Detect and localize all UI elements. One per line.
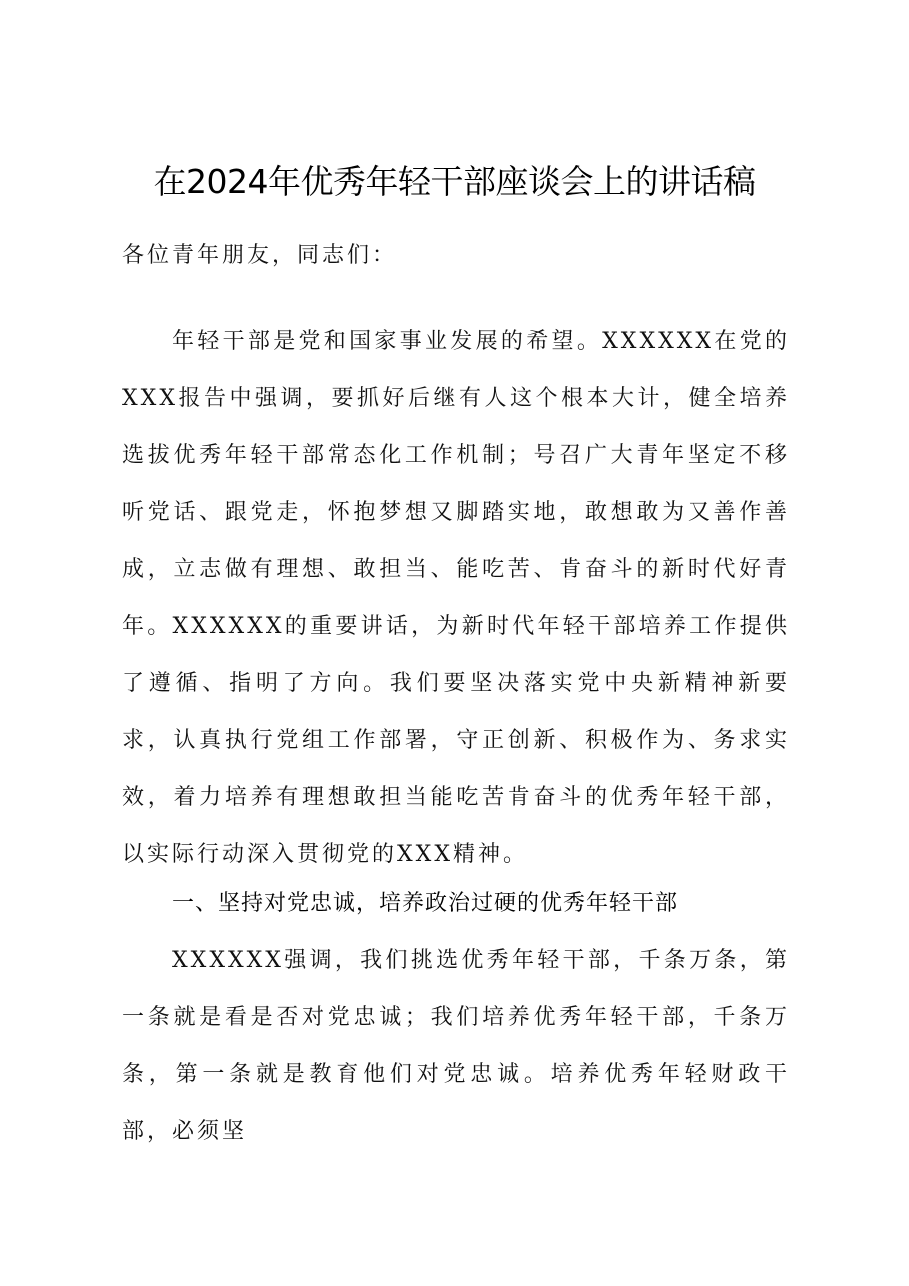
section-heading-1: 一、坚持对党忠诚，培养政治过硬的优秀年轻干部 <box>172 891 679 916</box>
paragraph-intro: 年轻干部是党和国家事业发展的希望。XXXXXX在党的XXX报告中强调，要抓好后继有人这个根本大计，健全培养选拔优秀年轻干部常态化工作机制；号召广大青年坚定不移听党话、跟党走，怀抱梦想又脚踏实地，敢想敢为又善作善成，立志做有理想、敢担当、能吃苦、肯奋斗的新时代好青年。XXXXXX的重要讲话，为新时代年轻干部培养工作提供了遵循、指明了方向。我们要坚决落实党中央新精神新要求，认真执行党组工作部署，守正创新、积极作为、务求实效，着力培养有理想敢担当能吃苦肯奋斗的优秀年轻干部，以实际行动深入贯彻党的XXX精神。 <box>122 329 790 867</box>
document-title: 在2024年优秀年轻干部座谈会上的讲话稿 <box>153 162 756 201</box>
salutation: 各位青年朋友，同志们： <box>122 243 398 268</box>
paragraph-section-1: XXXXXX强调，我们挑选优秀年轻干部，千条万条，第一条就是看是否对党忠诚；我们培养优秀年轻干部，千条万条，第一条就是教育他们对党忠诚。培养优秀年轻财政干部，必须坚 <box>122 948 790 1144</box>
